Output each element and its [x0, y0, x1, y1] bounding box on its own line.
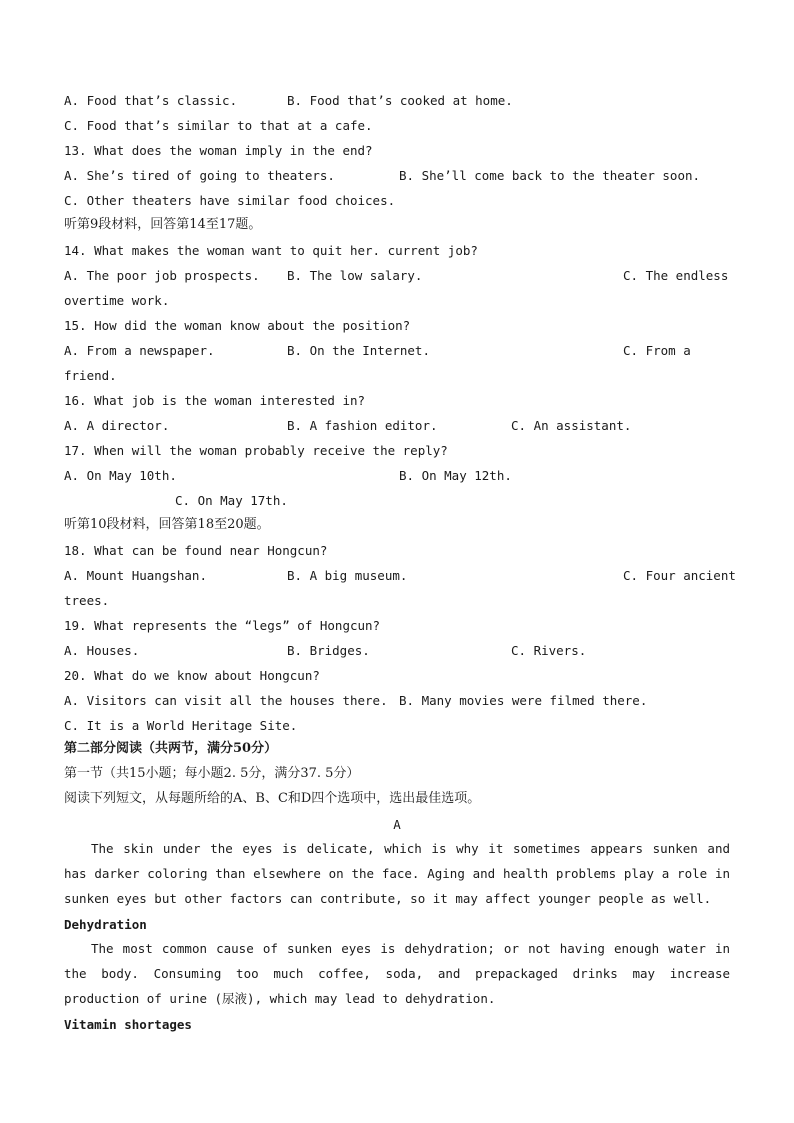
q16-option-a: A. A director. — [64, 418, 170, 433]
q20-option-c: C. It is a World Heritage Site. — [64, 718, 298, 733]
q14-option-b: B. The low salary. — [287, 268, 423, 283]
q14-option-a: A. The poor job prospects. — [64, 268, 260, 283]
q15-option-a: A. From a newspaper. — [64, 343, 215, 358]
q18-option-b: B. A big museum. — [287, 568, 408, 583]
q18-option-c: C. Four ancient — [623, 568, 736, 583]
q15-option-c: C. From a — [623, 343, 691, 358]
q17-option-b: B. On May 12th. — [399, 468, 512, 483]
q13-option-a: A. She’s tired of going to theaters. — [64, 168, 335, 183]
section10-instruction: 听第10段材料，回答第18至20题。 — [64, 517, 270, 532]
q19-option-c: C. Rivers. — [511, 643, 587, 658]
q18-option-a: A. Mount Huangshan. — [64, 568, 207, 583]
q14-stem: 14. What makes the woman want to quit her. current job? — [64, 243, 478, 258]
q17-stem: 17. When will the woman probably receive the reply? — [64, 443, 448, 458]
q15-option-c-continued: friend. — [64, 368, 117, 383]
q15-option-b: B. On the Internet. — [287, 343, 430, 358]
q20-option-b: B. Many movies were filmed there. — [399, 693, 648, 708]
passage-label: A — [393, 817, 401, 832]
q20-option-a: A. Visitors can visit all the houses there. — [64, 693, 388, 708]
q13-option-c: C. Other theaters have similar food choices. — [64, 193, 396, 208]
part2-title: 第二部分阅读（共两节，满分50分） — [64, 741, 278, 756]
q19-option-a: A. Houses. — [64, 643, 140, 658]
q13-stem: 13. What does the woman imply in the end? — [64, 143, 373, 158]
q12-option-c: C. Food that’s similar to that at a cafe. — [64, 118, 373, 133]
q14-option-c-continued: overtime work. — [64, 293, 170, 308]
q12-option-a: A. Food that’s classic. — [64, 93, 238, 108]
q16-option-b: B. A fashion editor. — [287, 418, 438, 433]
passage-paragraph-2: The most common cause of sunken eyes is dehydration; or not having enough water in the body. Consuming too much coffee, soda, and prepackaged drinks may increase production of urine (尿液), which may lead to dehydration. — [64, 941, 730, 1006]
q16-stem: 16. What job is the woman interested in? — [64, 393, 366, 408]
q19-stem: 19. What represents the “legs” of Hongcun? — [64, 618, 381, 633]
q17-option-a: A. On May 10th. — [64, 468, 177, 483]
section-heading-dehydration: Dehydration — [64, 917, 147, 932]
q12-option-b: B. Food that’s cooked at home. — [287, 93, 513, 108]
q15-stem: 15. How did the woman know about the position? — [64, 318, 411, 333]
q14-option-c: C. The endless — [623, 268, 729, 283]
section1-title: 第一节（共15小题；每小题2. 5分，满分37. 5分） — [64, 766, 360, 781]
q17-option-c: C. On May 17th. — [175, 493, 288, 508]
section-heading-vitamin-shortages: Vitamin shortages — [64, 1017, 192, 1032]
q19-option-b: B. Bridges. — [287, 643, 370, 658]
q13-option-b: B. She’ll come back to the theater soon. — [399, 168, 701, 183]
section9-instruction: 听第9段材料，回答第14至17题。 — [64, 217, 262, 232]
q16-option-c: C. An assistant. — [511, 418, 632, 433]
q20-stem: 20. What do we know about Hongcun? — [64, 668, 320, 683]
reading-instructions: 阅读下列短文，从每题所给的A、B、C和D四个选项中，选出最佳选项。 — [64, 791, 481, 806]
q18-option-c-continued: trees. — [64, 593, 110, 608]
q18-stem: 18. What can be found near Hongcun? — [64, 543, 328, 558]
passage-paragraph-1: The skin under the eyes is delicate, which is why it sometimes appears sunken and has darker coloring than elsewhere on the face. Aging and health problems play a role in sunken eyes but other factors can contribute, so it may affect younger people as well. — [64, 841, 730, 906]
